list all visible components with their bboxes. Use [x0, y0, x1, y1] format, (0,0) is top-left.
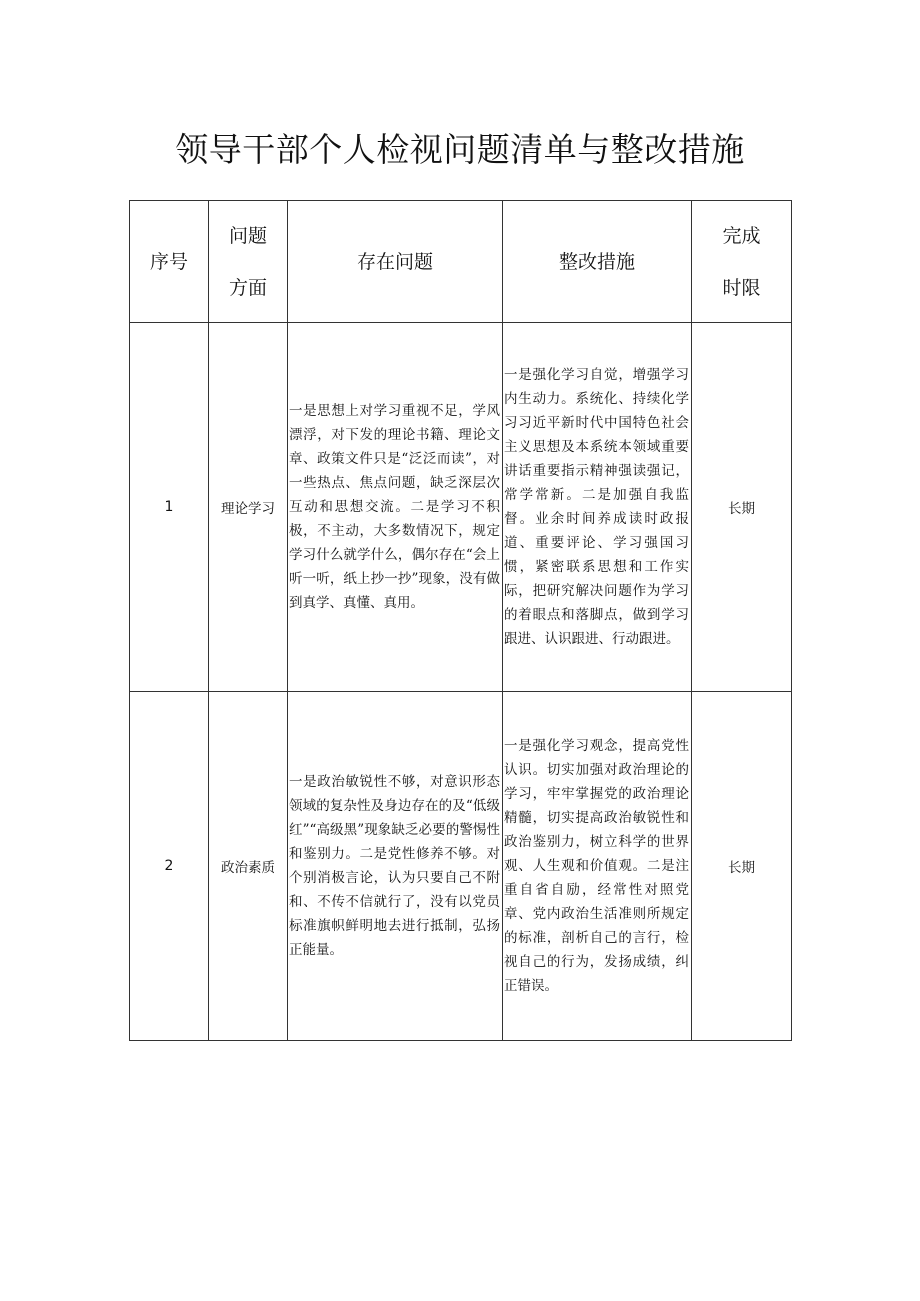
cell-measure-text: 一是强化学习观念，提高党性认识。切实加强对政治理论的学习，牢牢掌握党的政治理论精髓，切实提高政治敏锐性和政治鉴别力，树立科学的世界观、人生观和价值观。二是注重自省自励，经常性对照党章、党内政治生活准则所规定的标准，剖析自己的言行，检视自己的行为，发扬成绩，纠正错误。 [504, 738, 689, 994]
cell-measure [503, 323, 692, 692]
header-seq [130, 201, 209, 323]
header-issue-label: 存在问题 [356, 250, 433, 273]
cell-measure [503, 692, 692, 1041]
header-deadline-label: 完成时限 [722, 224, 761, 299]
cell-deadline: 长期 [692, 323, 792, 692]
table-row [130, 323, 792, 692]
header-seq-label: 序号 [149, 250, 188, 273]
document-title: 领导干部个人检视问题清单与整改措施 [175, 130, 745, 169]
header-issue [288, 201, 503, 323]
header-aspect-label: 问题方面 [228, 224, 267, 299]
cell-issue-text: 一是思想上对学习重视不足，学风漂浮，对下发的理论书籍、理论文章、政策文件只是“泛泛而读”，对一些热点、焦点问题，缺乏深层次互动和思想交流。二是学习不积极，不主动，大多数情况下，规定学习什么就学什么，偶尔存在“会上听一听，纸上抄一抄”现象，没有做到真学、真懂、真用。 [289, 403, 500, 611]
cell-seq: 2 [130, 692, 209, 1041]
header-aspect [209, 201, 288, 323]
table-row [130, 692, 792, 1041]
cell-deadline: 长期 [692, 692, 792, 1041]
header-deadline [692, 201, 792, 323]
cell-issue [288, 692, 503, 1041]
cell-measure-text: 一是强化学习自觉，增强学习内生动力。系统化、持续化学习习近平新时代中国特色社会主义思想及本系统本领域重要讲话重要指示精神强读强记，常学常新。二是加强自我监督。业余时间养成读时政报道、重要评论、学习强国习惯，紧密联系思想和工作实际，把研究解决问题作为学习的着眼点和落脚点，做到学习跟进、认识跟进、行动跟进。 [504, 367, 689, 647]
header-measure [503, 201, 692, 323]
cell-aspect: 理论学习 [209, 323, 288, 692]
cell-issue-text: 一是政治敏锐性不够，对意识形态领域的复杂性及身边存在的及“低级红”“高级黑”现象缺乏必要的警惕性和鉴别力。二是党性修养不够。对个别消极言论，认为只要自己不附和、不传不信就行了，没有以党员标准旗帜鲜明地去进行抵制，弘扬正能量。 [289, 774, 500, 958]
header-measure-label: 整改措施 [558, 250, 635, 273]
table-header-row [130, 201, 792, 323]
cell-seq: 1 [130, 323, 209, 692]
cell-issue [288, 323, 503, 692]
issue-table [129, 200, 792, 1041]
cell-aspect: 政治素质 [209, 692, 288, 1041]
